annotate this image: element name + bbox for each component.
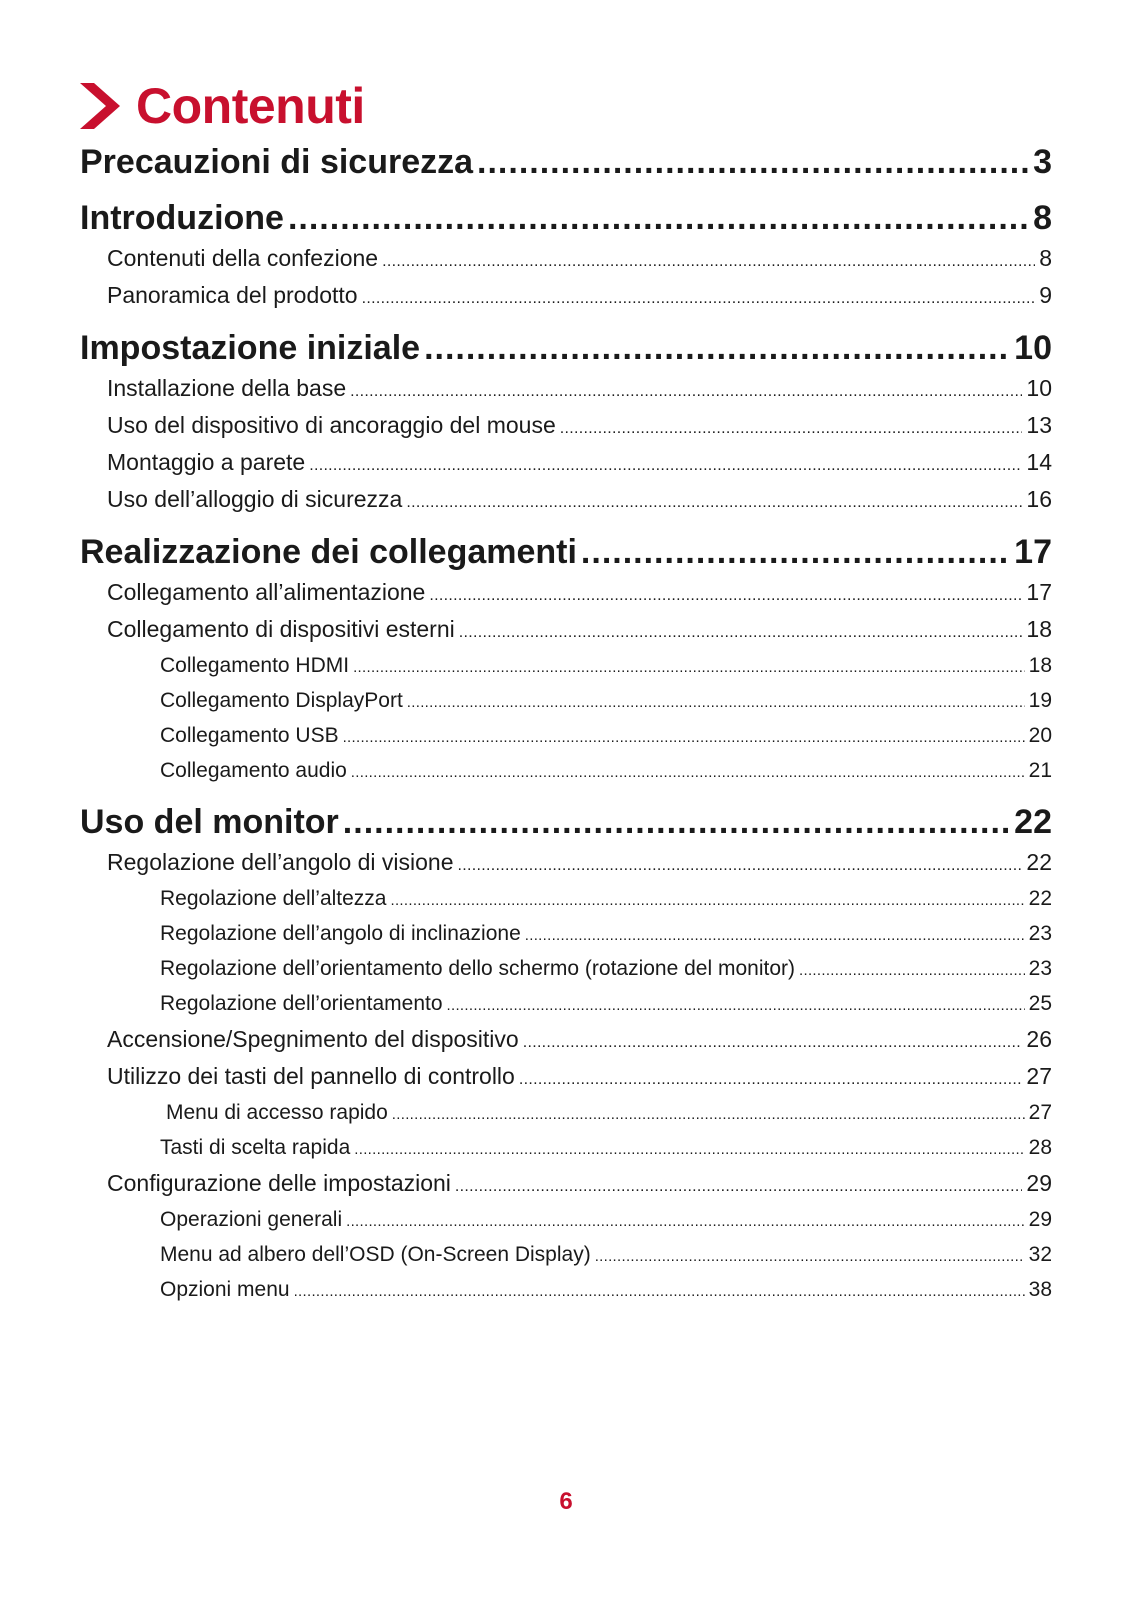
toc-entry-page-number: 20 bbox=[1028, 724, 1052, 747]
toc-entry-page-number: 8 bbox=[1033, 199, 1052, 237]
toc-entry-label: Collegamento DisplayPort bbox=[160, 689, 403, 712]
toc-entry-level-2[interactable] bbox=[80, 481, 1052, 518]
toc-entry-label: Uso dell’alloggio di sicurezza bbox=[107, 486, 403, 512]
toc-entry-label: Introduzione bbox=[80, 199, 284, 237]
toc-entry-page-number: 13 bbox=[1026, 412, 1052, 438]
dot-leader bbox=[581, 530, 1010, 574]
toc-entry-page-number: 27 bbox=[1026, 1063, 1052, 1089]
table-of-contents bbox=[80, 140, 1052, 1307]
toc-entry-level-3[interactable] bbox=[80, 648, 1052, 683]
toc-entry-page-number: 29 bbox=[1028, 1208, 1052, 1231]
dot-leader bbox=[407, 685, 1025, 718]
toc-entry-page-number: 38 bbox=[1028, 1278, 1052, 1301]
toc-entry-page-number: 9 bbox=[1039, 282, 1052, 308]
toc-entry-label: Collegamento USB bbox=[160, 724, 339, 747]
dot-leader bbox=[447, 988, 1025, 1021]
toc-entry-level-3[interactable] bbox=[80, 683, 1052, 718]
toc-entry-page-number: 14 bbox=[1026, 449, 1052, 475]
dot-leader bbox=[406, 484, 1022, 518]
toc-entry-label: Opzioni menu bbox=[160, 1278, 290, 1301]
toc-entry-level-2[interactable] bbox=[80, 240, 1052, 277]
dot-leader bbox=[350, 373, 1022, 407]
toc-entry-level-2[interactable] bbox=[80, 611, 1052, 648]
dot-leader bbox=[309, 447, 1022, 481]
toc-entry-label: Regolazione dell’angolo di inclinazione bbox=[160, 922, 521, 945]
toc-entry-label: Collegamento audio bbox=[160, 759, 347, 782]
toc-entry-page-number: 18 bbox=[1028, 654, 1052, 677]
toc-entry-level-3[interactable] bbox=[80, 1130, 1052, 1165]
toc-entry-level-1[interactable] bbox=[80, 140, 1052, 184]
toc-entry-page-number: 28 bbox=[1028, 1136, 1052, 1159]
dot-leader bbox=[523, 1024, 1023, 1058]
dot-leader bbox=[525, 918, 1025, 951]
toc-entry-level-3[interactable] bbox=[80, 916, 1052, 951]
dot-leader bbox=[519, 1061, 1023, 1095]
toc-entry-level-2[interactable] bbox=[80, 370, 1052, 407]
dot-leader bbox=[560, 410, 1023, 444]
toc-entry-label: Collegamento HDMI bbox=[160, 654, 350, 677]
toc-entry-label: Tasti di scelta rapida bbox=[160, 1136, 351, 1159]
toc-entry-level-2[interactable] bbox=[80, 574, 1052, 611]
toc-entry-label: Panoramica del prodotto bbox=[107, 282, 358, 308]
toc-entry-page-number: 19 bbox=[1028, 689, 1052, 712]
toc-entry-page-number: 10 bbox=[1014, 329, 1052, 367]
toc-entry-page-number: 16 bbox=[1026, 486, 1052, 512]
toc-entry-page-number: 26 bbox=[1026, 1026, 1052, 1052]
toc-entry-level-2[interactable] bbox=[80, 1165, 1052, 1202]
toc-entry-page-number: 22 bbox=[1014, 803, 1052, 841]
dot-leader bbox=[343, 800, 1010, 844]
toc-entry-level-3[interactable] bbox=[80, 1095, 1052, 1130]
toc-entry-level-3[interactable] bbox=[80, 753, 1052, 788]
toc-entry-label: Regolazione dell’altezza bbox=[160, 887, 387, 910]
toc-entry-label: Uso del monitor bbox=[80, 803, 339, 841]
dot-leader bbox=[354, 1132, 1024, 1165]
toc-entry-label: Accensione/Spegnimento del dispositivo bbox=[107, 1026, 519, 1052]
dot-leader bbox=[424, 326, 1010, 370]
toc-entry-level-2[interactable] bbox=[80, 844, 1052, 881]
toc-entry-level-1[interactable] bbox=[80, 326, 1052, 370]
toc-entry-level-3[interactable] bbox=[80, 951, 1052, 986]
toc-entry-label: Menu ad albero dell’OSD (On-Screen Display) bbox=[160, 1243, 591, 1266]
toc-entry-label: Utilizzo dei tasti del pannello di controllo bbox=[107, 1063, 515, 1089]
dot-leader bbox=[390, 883, 1024, 916]
toc-entry-label: Contenuti della confezione bbox=[107, 245, 379, 271]
toc-entry-level-1[interactable] bbox=[80, 530, 1052, 574]
dot-leader bbox=[392, 1097, 1025, 1130]
toc-entry-level-2[interactable] bbox=[80, 277, 1052, 314]
toc-entry-level-1[interactable] bbox=[80, 196, 1052, 240]
toc-entry-label: Configurazione delle impostazioni bbox=[107, 1170, 451, 1196]
toc-entry-page-number: 8 bbox=[1039, 245, 1052, 271]
toc-entry-level-3[interactable] bbox=[80, 1202, 1052, 1237]
toc-entry-page-number: 22 bbox=[1028, 887, 1052, 910]
toc-entry-page-number: 22 bbox=[1026, 849, 1052, 875]
toc-entry-label: Collegamento di dispositivi esterni bbox=[107, 616, 455, 642]
toc-entry-level-3[interactable] bbox=[80, 881, 1052, 916]
dot-leader bbox=[382, 243, 1035, 277]
toc-entry-level-2[interactable] bbox=[80, 444, 1052, 481]
toc-entry-page-number: 21 bbox=[1028, 759, 1052, 782]
dot-leader bbox=[288, 196, 1029, 240]
toc-entry-label: Regolazione dell’orientamento dello schermo (rotazione del monitor) bbox=[160, 957, 796, 980]
toc-entry-label: Installazione della base bbox=[107, 375, 347, 401]
toc-entry-page-number: 32 bbox=[1028, 1243, 1052, 1266]
toc-entry-label: Collegamento all’alimentazione bbox=[107, 579, 426, 605]
toc-entry-page-number: 18 bbox=[1026, 616, 1052, 642]
dot-leader bbox=[455, 1168, 1022, 1202]
toc-entry-label: Montaggio a parete bbox=[107, 449, 306, 475]
toc-entry-page-number: 10 bbox=[1026, 375, 1052, 401]
dot-leader bbox=[353, 650, 1025, 683]
dot-leader bbox=[595, 1239, 1025, 1272]
dot-leader bbox=[429, 577, 1022, 611]
toc-entry-level-3[interactable] bbox=[80, 718, 1052, 753]
dot-leader bbox=[477, 140, 1029, 184]
toc-entry-level-3[interactable] bbox=[80, 986, 1052, 1021]
toc-entry-page-number: 27 bbox=[1028, 1101, 1052, 1124]
toc-entry-level-2[interactable] bbox=[80, 407, 1052, 444]
dot-leader bbox=[799, 953, 1025, 986]
toc-entry-label: Regolazione dell’angolo di visione bbox=[107, 849, 454, 875]
toc-entry-level-2[interactable] bbox=[80, 1021, 1052, 1058]
toc-entry-level-3[interactable] bbox=[80, 1237, 1052, 1272]
toc-entry-level-2[interactable] bbox=[80, 1058, 1052, 1095]
toc-entry-label: Regolazione dell’orientamento bbox=[160, 992, 443, 1015]
toc-entry-page-number: 29 bbox=[1026, 1170, 1052, 1196]
toc-entry-label: Impostazione iniziale bbox=[80, 329, 421, 367]
toc-entry-page-number: 3 bbox=[1033, 143, 1052, 181]
dot-leader bbox=[351, 755, 1025, 788]
toc-entry-page-number: 17 bbox=[1014, 533, 1052, 571]
toc-entry-label: Precauzioni di sicurezza bbox=[80, 143, 474, 181]
chevron-right-icon bbox=[80, 83, 120, 129]
page-number: 6 bbox=[559, 1488, 573, 1515]
toc-entry-page-number: 25 bbox=[1028, 992, 1052, 1015]
dot-leader bbox=[346, 1204, 1025, 1237]
toc-entry-label: Menu di accesso rapido bbox=[166, 1101, 388, 1124]
dot-leader bbox=[459, 614, 1023, 648]
toc-entry-label: Uso del dispositivo di ancoraggio del mouse bbox=[107, 412, 556, 438]
toc-entry-label: Realizzazione dei collegamenti bbox=[80, 533, 577, 571]
page-title: Contenuti bbox=[136, 78, 365, 134]
toc-entry-page-number: 17 bbox=[1026, 579, 1052, 605]
page-header bbox=[80, 74, 365, 138]
dot-leader bbox=[294, 1274, 1025, 1307]
dot-leader bbox=[458, 847, 1023, 881]
dot-leader bbox=[362, 280, 1036, 314]
toc-entry-level-3[interactable] bbox=[80, 1272, 1052, 1307]
toc-entry-label: Operazioni generali bbox=[160, 1208, 343, 1231]
toc-entry-page-number: 23 bbox=[1028, 922, 1052, 945]
toc-entry-page-number: 23 bbox=[1028, 957, 1052, 980]
dot-leader bbox=[343, 720, 1025, 753]
toc-entry-level-1[interactable] bbox=[80, 800, 1052, 844]
